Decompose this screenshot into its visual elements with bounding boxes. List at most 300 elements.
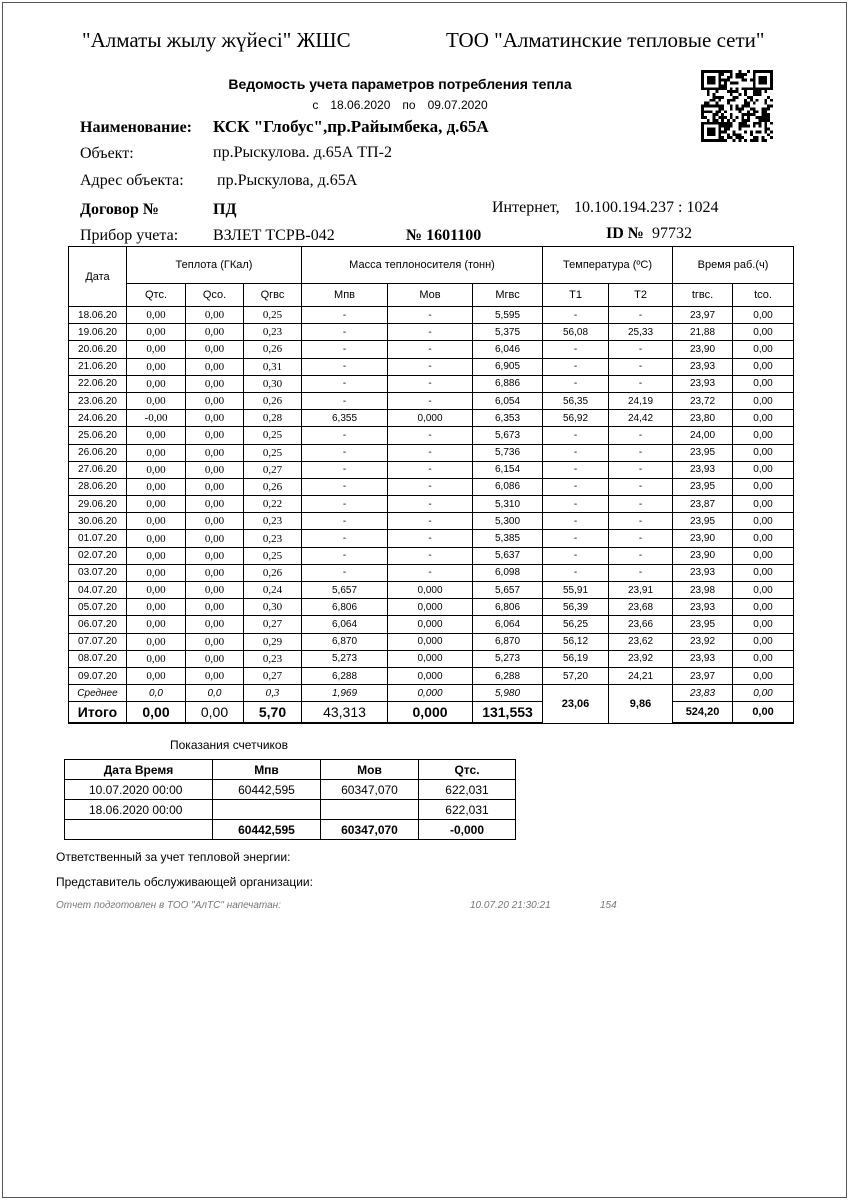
total-row <box>69 702 794 724</box>
row-date: 03.07.20 <box>69 564 127 581</box>
row-cell: 0,27 <box>244 461 302 478</box>
row-cell: 0,00 <box>733 564 794 581</box>
row-cell: 23,92 <box>609 650 673 667</box>
contract-label: Договор № <box>80 201 159 218</box>
row-date: 28.06.20 <box>69 478 127 495</box>
total-cell: 0,00 <box>733 702 794 724</box>
row-cell: 23,97 <box>673 307 733 324</box>
printed-timestamp: 10.07.20 21:30:21 <box>470 900 551 911</box>
row-cell: - <box>543 461 609 478</box>
row-cell: 0,00 <box>186 496 244 513</box>
row-cell: 23,93 <box>673 599 733 616</box>
device-value: ВЗЛЕТ ТСРВ-042 <box>213 227 335 244</box>
period-to: 09.07.2020 <box>427 98 488 112</box>
col-mass-header: Масса теплоносителя (тонн) <box>302 247 543 284</box>
table-row <box>69 496 794 513</box>
row-cell: 0,000 <box>388 582 473 599</box>
row-cell: - <box>388 530 473 547</box>
row-cell: 0,00 <box>733 513 794 530</box>
row-cell: 6,046 <box>473 341 543 358</box>
row-cell: 56,35 <box>543 392 609 409</box>
counters-diff: -0,000 <box>419 820 516 840</box>
table-row <box>69 650 794 667</box>
row-cell: 6,870 <box>302 633 388 650</box>
period-from: 18.06.2020 <box>330 98 391 112</box>
row-cell: 0,00 <box>127 496 186 513</box>
row-cell: - <box>543 530 609 547</box>
table-row <box>69 616 794 633</box>
table-row <box>69 547 794 564</box>
row-cell: 0,000 <box>388 667 473 684</box>
average-cell: 0,000 <box>388 685 473 702</box>
row-cell: 6,054 <box>473 392 543 409</box>
row-cell: 23,80 <box>673 410 733 427</box>
row-cell: 56,92 <box>543 410 609 427</box>
row-cell: - <box>543 444 609 461</box>
row-cell: 0,00 <box>733 461 794 478</box>
row-cell: 0,00 <box>127 667 186 684</box>
row-cell: - <box>388 564 473 581</box>
row-cell: 0,00 <box>186 478 244 495</box>
row-cell: 0,00 <box>186 444 244 461</box>
total-cell: 131,553 <box>473 702 543 724</box>
row-cell: 21,88 <box>673 324 733 341</box>
counters-cell <box>213 800 321 820</box>
row-cell: - <box>302 392 388 409</box>
row-cell: - <box>302 341 388 358</box>
row-date: 02.07.20 <box>69 547 127 564</box>
row-date: 30.06.20 <box>69 513 127 530</box>
name-label: Наименование: <box>80 119 192 136</box>
row-date: 04.07.20 <box>69 582 127 599</box>
row-cell: 23,66 <box>609 616 673 633</box>
average-cell: 0,00 <box>733 685 794 702</box>
row-cell: 0,00 <box>127 358 186 375</box>
row-cell: 0,00 <box>186 324 244 341</box>
row-cell: 5,657 <box>473 582 543 599</box>
row-cell: - <box>609 307 673 324</box>
table-row <box>69 375 794 392</box>
row-cell: 0,00 <box>733 616 794 633</box>
average-cell: 23,83 <box>673 685 733 702</box>
row-cell: 0,30 <box>244 375 302 392</box>
row-cell: - <box>302 444 388 461</box>
row-cell: - <box>543 427 609 444</box>
row-cell: 0,00 <box>186 547 244 564</box>
row-cell: 5,310 <box>473 496 543 513</box>
row-cell: 6,806 <box>302 599 388 616</box>
table-row <box>69 392 794 409</box>
row-cell: 0,27 <box>244 667 302 684</box>
row-cell: 5,637 <box>473 547 543 564</box>
row-cell: - <box>302 324 388 341</box>
row-cell: 5,736 <box>473 444 543 461</box>
row-cell: - <box>543 513 609 530</box>
row-cell: 6,288 <box>473 667 543 684</box>
row-cell: 0,22 <box>244 496 302 513</box>
row-cell: 0,00 <box>733 633 794 650</box>
sub-header: Qгвс <box>244 284 302 307</box>
row-cell: - <box>302 461 388 478</box>
counters-diff: 60347,070 <box>321 820 419 840</box>
table-row <box>69 341 794 358</box>
row-cell: - <box>302 307 388 324</box>
row-cell: 5,375 <box>473 324 543 341</box>
row-cell: 0,24 <box>244 582 302 599</box>
row-cell: - <box>388 461 473 478</box>
row-cell: - <box>609 427 673 444</box>
row-cell: 24,42 <box>609 410 673 427</box>
row-cell: - <box>388 513 473 530</box>
row-date: 24.06.20 <box>69 410 127 427</box>
representative-line: Представитель обслуживающей организации: <box>56 875 313 889</box>
row-cell: - <box>388 341 473 358</box>
row-date: 20.06.20 <box>69 341 127 358</box>
row-cell: - <box>543 341 609 358</box>
table-row <box>69 427 794 444</box>
average-cell: 0,3 <box>244 685 302 702</box>
row-cell: 5,657 <box>302 582 388 599</box>
row-cell: - <box>302 358 388 375</box>
address-label: Адрес объекта: <box>80 172 184 189</box>
row-cell: 0,00 <box>186 410 244 427</box>
row-cell: - <box>609 564 673 581</box>
row-cell: 0,23 <box>244 650 302 667</box>
internet-label: Интернет, <box>492 199 560 216</box>
qr-code-icon <box>701 70 773 142</box>
row-cell: - <box>609 513 673 530</box>
id-label: ID № <box>606 225 644 242</box>
row-cell: 0,000 <box>388 616 473 633</box>
sub-header: Qтс. <box>127 284 186 307</box>
col-time-header: Время раб.(ч) <box>673 247 794 284</box>
id-value: 97732 <box>652 225 692 242</box>
average-cell: 5,980 <box>473 685 543 702</box>
row-cell: 0,00 <box>127 375 186 392</box>
counters-cell <box>65 820 213 840</box>
row-cell: 6,886 <box>473 375 543 392</box>
row-cell: 6,098 <box>473 564 543 581</box>
average-cell: Среднее <box>69 685 127 702</box>
row-cell: 6,905 <box>473 358 543 375</box>
row-cell: 0,00 <box>733 582 794 599</box>
table-row <box>69 599 794 616</box>
row-cell: 0,00 <box>733 496 794 513</box>
row-cell: 6,353 <box>473 410 543 427</box>
row-cell: 0,00 <box>733 341 794 358</box>
table-row <box>69 564 794 581</box>
row-cell: 23,95 <box>673 444 733 461</box>
row-date: 21.06.20 <box>69 358 127 375</box>
average-t1: 23,06 <box>543 685 609 724</box>
counters-cell: 622,031 <box>419 780 516 800</box>
row-cell: 0,00 <box>733 324 794 341</box>
col-heat-header: Теплота (ГКал) <box>127 247 302 284</box>
row-cell: 0,00 <box>127 530 186 547</box>
row-cell: 0,00 <box>186 461 244 478</box>
table-row <box>69 307 794 324</box>
row-cell: 0,26 <box>244 478 302 495</box>
row-cell: 0,25 <box>244 427 302 444</box>
row-cell: 0,27 <box>244 616 302 633</box>
period-to-label: по <box>402 98 416 112</box>
row-cell: 6,064 <box>302 616 388 633</box>
row-cell: 23,62 <box>609 633 673 650</box>
row-cell: 0,00 <box>127 582 186 599</box>
row-cell: 56,08 <box>543 324 609 341</box>
table-row <box>69 444 794 461</box>
row-cell: 56,25 <box>543 616 609 633</box>
table-row <box>69 513 794 530</box>
row-cell: 0,00 <box>733 667 794 684</box>
row-cell: 23,90 <box>673 530 733 547</box>
row-cell: 56,19 <box>543 650 609 667</box>
sub-header: Мгвс <box>473 284 543 307</box>
row-cell: 0,00 <box>186 358 244 375</box>
table-row <box>69 667 794 684</box>
table-row <box>69 461 794 478</box>
row-cell: - <box>302 513 388 530</box>
report-period <box>0 98 800 112</box>
row-date: 06.07.20 <box>69 616 127 633</box>
row-cell: 0,00 <box>127 324 186 341</box>
consumption-table <box>68 246 794 724</box>
counters-title: Показания счетчиков <box>170 738 288 752</box>
row-cell: 0,000 <box>388 410 473 427</box>
row-cell: 0,00 <box>733 392 794 409</box>
row-cell: 0,26 <box>244 564 302 581</box>
row-cell: 0,00 <box>733 410 794 427</box>
average-row <box>69 685 794 702</box>
object-label: Объект: <box>80 145 134 162</box>
row-cell: 23,98 <box>673 582 733 599</box>
row-cell: 6,154 <box>473 461 543 478</box>
device-number: № 1601100 <box>406 227 482 244</box>
row-cell: 5,273 <box>473 650 543 667</box>
row-cell: - <box>388 324 473 341</box>
row-cell: 6,870 <box>473 633 543 650</box>
row-cell: - <box>302 375 388 392</box>
counters-table <box>64 759 516 840</box>
row-cell: - <box>609 496 673 513</box>
row-cell: 0,00 <box>186 392 244 409</box>
row-cell: 0,00 <box>186 667 244 684</box>
table-row <box>69 358 794 375</box>
row-date: 05.07.20 <box>69 599 127 616</box>
total-cell: 0,00 <box>186 702 244 724</box>
row-cell: 5,273 <box>302 650 388 667</box>
average-cell: 0,0 <box>127 685 186 702</box>
row-cell: 0,00 <box>733 599 794 616</box>
row-cell: 23,91 <box>609 582 673 599</box>
row-cell: 0,00 <box>127 564 186 581</box>
table-row <box>69 478 794 495</box>
row-cell: 57,20 <box>543 667 609 684</box>
row-cell: 0,00 <box>186 427 244 444</box>
table-row <box>69 582 794 599</box>
row-cell: - <box>388 478 473 495</box>
row-cell: 0,00 <box>127 616 186 633</box>
row-cell: 0,00 <box>186 341 244 358</box>
row-cell: - <box>388 375 473 392</box>
row-cell: 5,673 <box>473 427 543 444</box>
row-cell: - <box>543 358 609 375</box>
row-cell: 0,31 <box>244 358 302 375</box>
row-cell: 0,00 <box>186 633 244 650</box>
row-cell: 23,87 <box>673 496 733 513</box>
row-cell: -0,00 <box>127 410 186 427</box>
row-cell: 23,95 <box>673 616 733 633</box>
table-row <box>69 324 794 341</box>
device-label: Прибор учета: <box>80 227 179 244</box>
sub-header: Мпв <box>302 284 388 307</box>
row-date: 26.06.20 <box>69 444 127 461</box>
table-body <box>69 307 794 685</box>
internet-value: 10.100.194.237 : 1024 <box>574 199 719 216</box>
row-cell: - <box>543 564 609 581</box>
table-row <box>69 530 794 547</box>
row-cell: - <box>609 461 673 478</box>
row-cell: 0,00 <box>127 633 186 650</box>
table-row <box>69 410 794 427</box>
row-cell: 0,25 <box>244 307 302 324</box>
row-cell: - <box>543 496 609 513</box>
row-cell: 0,00 <box>127 461 186 478</box>
counters-header: Мпв <box>213 760 321 780</box>
sub-header: Т1 <box>543 284 609 307</box>
row-cell: 23,90 <box>673 341 733 358</box>
total-label: Итого <box>69 702 127 724</box>
row-cell: - <box>388 496 473 513</box>
counters-header: Дата Время <box>65 760 213 780</box>
row-cell: - <box>609 375 673 392</box>
counters-header: Мов <box>321 760 419 780</box>
row-date: 18.06.20 <box>69 307 127 324</box>
total-cell: 0,00 <box>127 702 186 724</box>
row-cell: 5,595 <box>473 307 543 324</box>
row-cell: - <box>609 547 673 564</box>
row-cell: 0,29 <box>244 633 302 650</box>
row-cell: 5,385 <box>473 530 543 547</box>
row-cell: 0,00 <box>733 650 794 667</box>
sub-header: tсо. <box>733 284 794 307</box>
row-cell: 0,00 <box>186 513 244 530</box>
row-cell: 0,23 <box>244 513 302 530</box>
row-date: 09.07.20 <box>69 667 127 684</box>
row-cell: 0,00 <box>186 599 244 616</box>
row-cell: 6,064 <box>473 616 543 633</box>
row-cell: 0,00 <box>733 530 794 547</box>
row-cell: 0,00 <box>733 427 794 444</box>
address-value: пр.Рыскулова, д.65А <box>217 172 358 189</box>
responsible-line: Ответственный за учет тепловой энергии: <box>56 850 291 864</box>
row-cell: 23,95 <box>673 513 733 530</box>
row-cell: 0,00 <box>127 307 186 324</box>
row-cell: - <box>388 307 473 324</box>
row-cell: 0,00 <box>127 513 186 530</box>
row-cell: 0,000 <box>388 599 473 616</box>
col-date-header: Дата <box>69 247 127 307</box>
row-cell: 0,00 <box>186 582 244 599</box>
row-cell: 0,00 <box>186 307 244 324</box>
row-cell: 0,23 <box>244 530 302 547</box>
row-cell: 23,93 <box>673 650 733 667</box>
row-cell: 0,26 <box>244 392 302 409</box>
row-cell: 0,00 <box>127 478 186 495</box>
object-value: пр.Рыскулова. д.65А ТП-2 <box>213 144 392 161</box>
total-cell: 524,20 <box>673 702 733 724</box>
counters-cell: 18.06.2020 00:00 <box>65 800 213 820</box>
sub-header: Т2 <box>609 284 673 307</box>
total-cell: 0,000 <box>388 702 473 724</box>
row-cell: 0,30 <box>244 599 302 616</box>
row-cell: 23,68 <box>609 599 673 616</box>
row-cell: 0,00 <box>127 392 186 409</box>
row-cell: - <box>543 547 609 564</box>
row-cell: 0,00 <box>127 547 186 564</box>
row-cell: 0,00 <box>186 530 244 547</box>
row-cell: - <box>543 478 609 495</box>
prepared-note: Отчет подготовлен в ТОО "АлТС" напечатан: <box>56 900 281 911</box>
row-cell: 56,12 <box>543 633 609 650</box>
row-cell: - <box>302 496 388 513</box>
row-date: 01.07.20 <box>69 530 127 547</box>
row-cell: 0,00 <box>733 478 794 495</box>
row-cell: 0,00 <box>733 547 794 564</box>
row-cell: 0,00 <box>186 564 244 581</box>
row-cell: 0,00 <box>127 444 186 461</box>
row-cell: - <box>302 530 388 547</box>
average-cell: 0,0 <box>186 685 244 702</box>
row-cell: 6,806 <box>473 599 543 616</box>
row-cell: 23,93 <box>673 358 733 375</box>
row-cell: 0,25 <box>244 547 302 564</box>
report-number: 154 <box>600 900 617 911</box>
average-t2: 9,86 <box>609 685 673 724</box>
row-cell: - <box>388 358 473 375</box>
row-cell: - <box>543 375 609 392</box>
row-cell: 0,28 <box>244 410 302 427</box>
row-cell: 0,25 <box>244 444 302 461</box>
row-cell: 0,00 <box>186 650 244 667</box>
row-cell: - <box>302 427 388 444</box>
total-cell: 5,70 <box>244 702 302 724</box>
row-cell: 0,00 <box>127 650 186 667</box>
row-date: 27.06.20 <box>69 461 127 478</box>
average-cell: 1,969 <box>302 685 388 702</box>
row-cell: 23,92 <box>673 633 733 650</box>
counters-cell: 60442,595 <box>213 780 321 800</box>
row-cell: 24,00 <box>673 427 733 444</box>
row-cell: 5,300 <box>473 513 543 530</box>
org-name-russian: ТОО "Алматинские тепловые сети" <box>446 28 765 52</box>
col-temp-header: Температура (ºС) <box>543 247 673 284</box>
row-cell: 23,95 <box>673 478 733 495</box>
row-cell: - <box>388 392 473 409</box>
row-cell: - <box>388 427 473 444</box>
row-cell: 6,086 <box>473 478 543 495</box>
row-cell: 0,00 <box>186 616 244 633</box>
name-value: КСК "Глобус",пр.Райымбека, д.65А <box>213 117 489 136</box>
row-cell: 23,93 <box>673 564 733 581</box>
row-cell: - <box>609 530 673 547</box>
row-cell: 24,21 <box>609 667 673 684</box>
sub-header: Qсо. <box>186 284 244 307</box>
total-cell: 43,313 <box>302 702 388 724</box>
row-cell: 23,93 <box>673 375 733 392</box>
row-cell: 23,72 <box>673 392 733 409</box>
row-cell: 0,000 <box>388 650 473 667</box>
